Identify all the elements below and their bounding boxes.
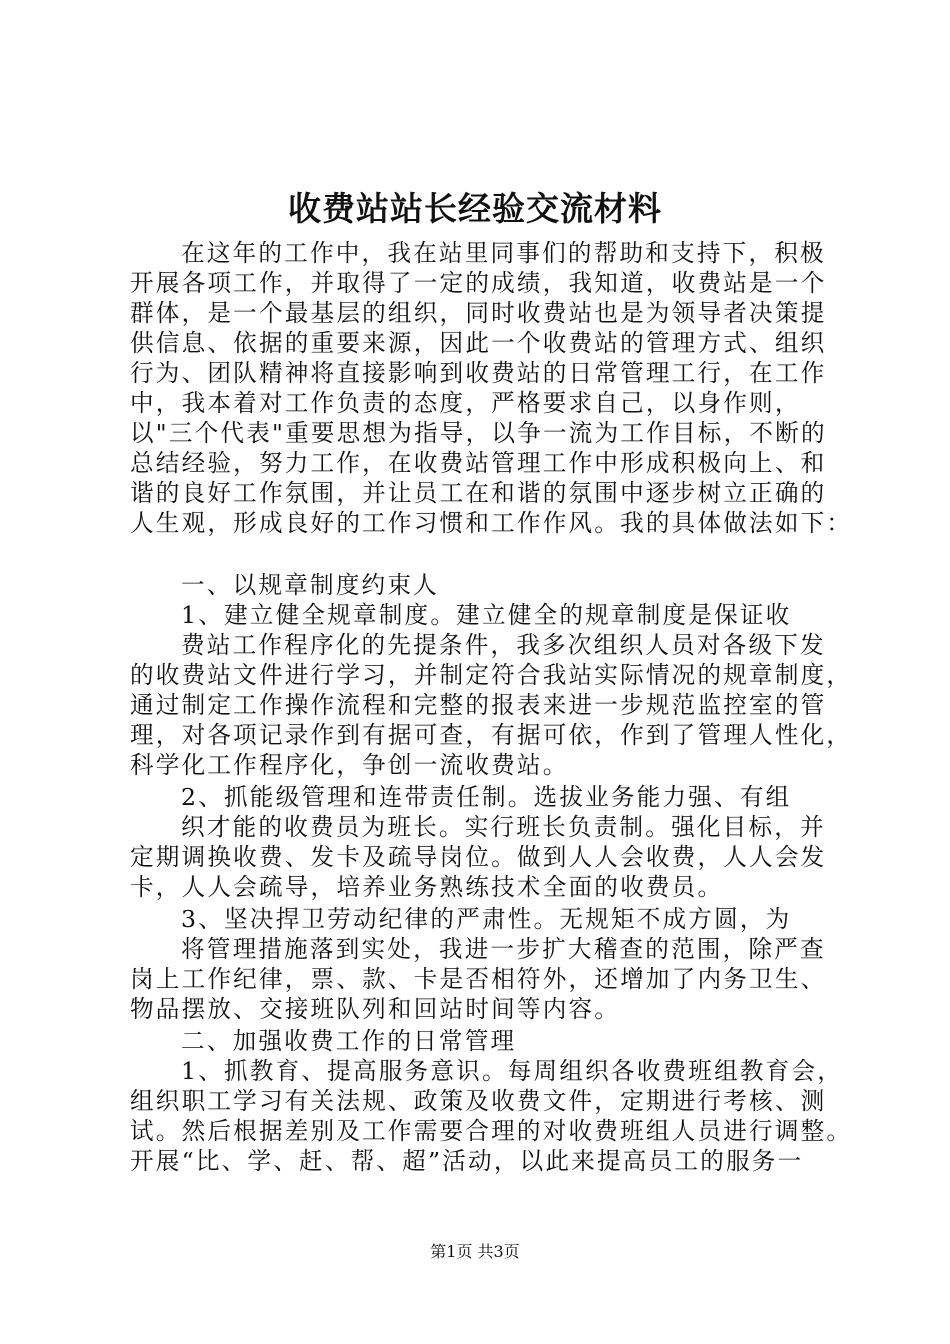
document-title: 收费站站长经验交流材料: [288, 189, 662, 228]
body-line: 定期调换收费、发卡及疏导岗位。做到人人会收费，人人会发: [130, 843, 827, 871]
body-line: 以"三个代表"重要思想为指导，以争一流为工作目标，不断的: [130, 419, 827, 447]
body-line: 1、建立健全规章制度。建立健全的规章制度是保证收: [181, 601, 792, 629]
body-line: 费站工作程序化的先提条件，我多次组织人员对各级下发: [181, 631, 826, 659]
body-line: 3、坚决捍卫劳动纪律的严肃性。无规矩不成方圆，为: [181, 905, 792, 933]
body-line: 中，我本着对工作负责的态度，严格要求自己，以身作则，: [130, 389, 801, 417]
body-line: 岗上工作纪律，票、款、卡是否相符外，还增加了内务卫生、: [130, 965, 827, 993]
body-line: 织才能的收费员为班长。实行班长负责制。强化目标，并: [181, 813, 826, 841]
section-heading: 二、加强收费工作的日常管理: [181, 1027, 517, 1055]
body-line: 科学化工作程序化，争创一流收费站。: [130, 751, 569, 779]
body-line: 卡，人人会疏导，培养业务熟练技术全面的收费员。: [130, 873, 724, 901]
body-line: 开展“比、学、赶、帮、超”活动，以此来提高员工的服务一: [130, 1147, 804, 1175]
body-line: 总结经验，努力工作，在收费站管理工作中形成积极向上、和: [130, 449, 827, 477]
body-line: 群体，是一个最基层的组织，同时收费站也是为领导者决策提: [130, 299, 827, 327]
body-line: 供信息、依据的重要来源，因此一个收费站的管理方式、组织: [130, 329, 827, 357]
body-line: 行为、团队精神将直接影响到收费站的日常管理工行，在工作: [130, 359, 827, 387]
body-line: 试。然后根据差别及工作需要合理的对收费班组人员进行调整。: [130, 1117, 853, 1145]
body-line: 开展各项工作，并取得了一定的成绩，我知道，收费站是一个: [130, 269, 827, 297]
body-line: 人生观，形成良好的工作习惯和工作作风。我的具体做法如下：: [130, 509, 853, 537]
body-line: 组织职工学习有关法规、政策及收费文件，定期进行考核、测: [130, 1087, 827, 1115]
body-line: 在这年的工作中，我在站里同事们的帮助和支持下，积极: [181, 239, 826, 267]
body-line: 2、抓能级管理和连带责任制。选拔业务能力强、有组: [181, 783, 792, 811]
body-line: 通过制定工作操作流程和完整的报表来进一步规范监控室的管: [130, 691, 827, 719]
section-heading: 一、以规章制度约束人: [181, 571, 439, 599]
body-line: 谐的良好工作氛围，并让员工在和谐的氛围中逐步树立正确的: [130, 479, 827, 507]
body-line: 理，对各项记录作到有据可查，有据可依，作到了管理人性化，: [130, 721, 853, 749]
page-number: 第1页 共3页: [430, 1242, 520, 1261]
body-line: 将管理措施落到实处，我进一步扩大稽查的范围，除严查: [181, 935, 826, 963]
body-line: 物品摆放、交接班队列和回站时间等内容。: [130, 995, 621, 1023]
body-line: 1、抓教育、提高服务意识。每周组织各收费班组教育会，: [181, 1057, 844, 1085]
body-line: 的收费站文件进行学习，并制定符合我站实际情况的规章制度，: [130, 661, 853, 689]
